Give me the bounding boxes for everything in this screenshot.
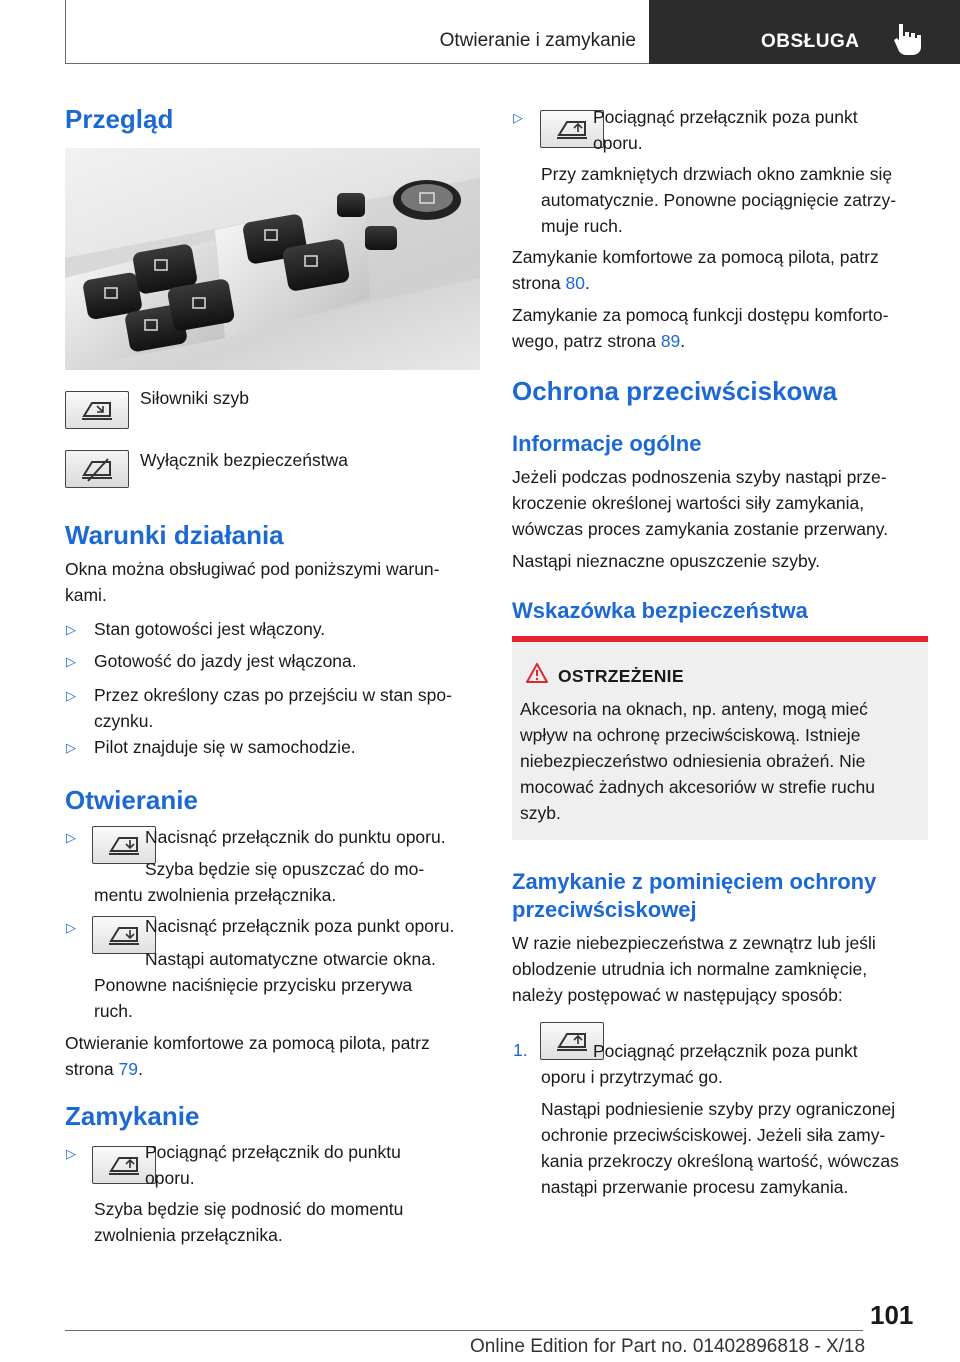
chapter-tab-label: OBSŁUGA [761,31,860,52]
override-text: W razie niebezpieczeństwa z zewnątrz lub jeśli [512,933,876,953]
page-link[interactable]: 80 [565,273,585,293]
closing-comfort-text: Zamykanie komfortowe za pomocą pilota, patrz [512,247,879,267]
bullet-triangle: ▷ [66,740,76,755]
closing-access-text: Zamykanie za pomocą funkcji dostępu komforto- [512,305,889,325]
bullet-triangle: ▷ [66,688,76,703]
pinch-protection-heading: Ochrona przeciwściskowa [512,376,838,406]
warning-box [512,642,928,840]
step-action: oporu i przytrzymać go. [541,1067,723,1087]
step-result: kania przekroczy określoną wartość, wówczas [541,1151,899,1171]
general-info-heading: Informacje ogólne [512,431,702,456]
opening-result: Ponowne naciśnięcie przycisku przerywa [94,975,413,995]
bullet-triangle: ▷ [66,622,76,637]
window-switches-photo [65,148,480,370]
closing-result: Szyba będzie się podnosić do momentu [94,1199,404,1219]
opening-comfort-text: strona 79. [65,1059,143,1079]
bullet-triangle: ▷ [66,920,76,935]
legend-label: Siłowniki szyb [140,388,249,408]
bullet-triangle: ▷ [66,830,76,845]
conditions-intro: kami. [65,585,107,605]
condition-item: czynku. [94,711,154,731]
footer-edition: Online Edition for Part no. 01402896818 - X/18 [470,1336,866,1357]
page-number: 101 [870,1300,914,1330]
general-info-text: kroczenie określonej wartości siły zamykania, [512,493,865,513]
header-rule-horizontal [65,63,649,64]
hand-pointer-icon [893,22,923,56]
warning-triangle-icon [526,662,548,684]
closing-comfort-text: strona 80. [512,273,590,293]
opening-result: Szyba będzie się opuszczać do mo- [145,859,425,879]
opening-result: Nastąpi automatyczne otwarcie okna. [145,949,436,969]
closing-action: oporu. [593,133,643,153]
condition-item: Pilot znajduje się w samochodzie. [94,737,356,757]
step-action: Pociągnąć przełącznik poza punkt [593,1041,858,1061]
general-info-text: Jeżeli podczas podnoszenia szyby nastąpi prze- [512,467,887,487]
closing-heading: Zamykanie [65,1101,200,1131]
condition-item: Przez określony czas po przejściu w stan spo- [94,685,452,705]
opening-action: Nacisnąć przełącznik do punktu oporu. [145,827,446,847]
general-info-text: Nastąpi nieznaczne opuszczenie szyby. [512,551,821,571]
override-text: należy postępować w następujący sposób: [512,985,843,1005]
warning-text: Akcesoria na oknach, np. anteny, mogą mieć wpływ na ochronę przeciwściskową. Istnieje niebezpieczeństwo odniesienia obrażeń. Nie mocować żadnych akcesoriów w strefie ruchu szyb. [520,699,876,823]
bullet-triangle: ▷ [513,110,523,125]
bullet-triangle: ▷ [66,654,76,669]
step-result: Nastąpi podniesienie szyby przy ograniczonej [541,1099,896,1119]
safety-note-heading: Wskazówka bezpieczeństwa [512,598,808,623]
page-link[interactable]: 89 [660,331,681,351]
closing-action: Pociągnąć przełącznik do punktu [145,1142,401,1162]
warning-title: OSTRZEŻENIE [558,666,684,686]
opening-action: Nacisnąć przełącznik poza punkt oporu. [145,916,455,936]
page-link[interactable]: 79 [118,1059,138,1079]
step-result: ochronie przeciwściskowej. Jeżeli siła zamy- [541,1125,886,1145]
override-text: oblodzenie utrudnia ich normalne zamknięcie, [512,959,868,979]
closing-action: Pociągnąć przełącznik poza punkt [593,107,858,127]
condition-item: Stan gotowości jest włączony. [94,619,326,639]
step-result: nastąpi przerwanie procesu zamykania. [541,1177,849,1197]
header-rule-vertical [65,0,66,64]
opening-comfort-text: Otwieranie komfortowe za pomocą pilota, patrz [65,1033,430,1053]
condition-item: Gotowość do jazdy jest włączona. [94,651,357,671]
general-info-text: wówczas proces zamykania zostanie przerwany. [512,519,889,539]
bullet-triangle: ▷ [66,1146,76,1161]
override-heading: Zamykanie z pominięciem ochrony [512,869,877,894]
legend-label: Wyłącznik bezpieczeństwa [140,450,348,470]
closing-result: zwolnienia przełącznika. [94,1225,283,1245]
step-number: 1. [513,1040,528,1060]
closing-access-text: wego, patrz strona 89. [512,331,686,351]
overview-heading: Przegląd [65,104,174,134]
conditions-heading: Warunki działania [65,520,284,550]
window-switch-icon [65,391,129,429]
opening-heading: Otwieranie [65,785,198,815]
footer-rule [65,1330,863,1331]
override-heading: przeciwściskowej [512,897,697,922]
closing-result: muje ruch. [541,216,623,236]
chapter-tab[interactable] [649,0,960,64]
conditions-intro: Okna można obsługiwać pod poniższymi warun- [65,559,440,579]
opening-result: ruch. [94,1001,133,1021]
section-title: Otwieranie i zamykanie [439,30,636,51]
closing-result: Przy zamkniętych drzwiach okno zamknie się [541,164,893,184]
opening-result: mentu zwolnienia przełącznika. [94,885,337,905]
closing-result: automatycznie. Ponowne pociągnięcie zatrzy- [541,190,897,210]
closing-action: oporu. [145,1168,195,1188]
safety-switch-icon [65,450,129,488]
